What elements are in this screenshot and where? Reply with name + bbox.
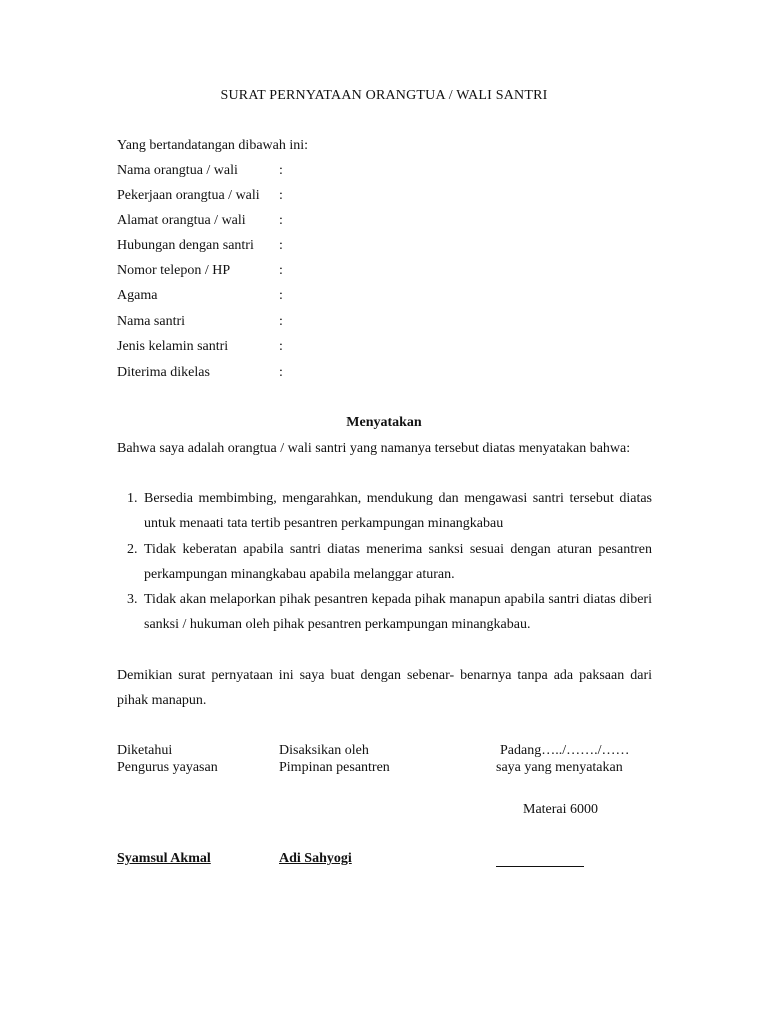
list-text: Bersedia membimbing, mengarahkan, mendukung dan mengawasi santri tersebut diatas untuk menaati tata tertib pesantren perkampungan minangkabau — [144, 491, 652, 531]
list-text: Tidak akan melaporkan pihak pesantren kepada pihak manapun apabila santri diatas diberi sanksi / hukuman oleh pihak pesantren perkampungan minangkabau. — [144, 592, 652, 632]
document-title: SURAT PERNYATAAN ORANGTUA / WALI SANTRI — [220, 88, 548, 103]
signature-role: Disaksikan oleh — [279, 743, 369, 758]
field-nama-santri — [117, 314, 417, 334]
field-label: Agama — [117, 288, 158, 303]
intro-text: Yang bertandatangan dibawah ini: — [117, 138, 309, 153]
field-pekerjaan-orangtua — [117, 188, 417, 208]
field-colon: : — [279, 263, 283, 278]
signature-title: Pimpinan pesantren — [279, 760, 390, 775]
field-jenis-kelamin — [117, 339, 417, 359]
field-label: Hubungan dengan santri — [117, 238, 254, 253]
field-colon: : — [279, 288, 283, 303]
closing-paragraph: Demikian surat pernyataan ini saya buat dengan sebenar- benarnya tanpa ada paksaan dari pihak manapun. — [117, 668, 652, 708]
field-colon: : — [279, 188, 283, 203]
signature-title: Pengurus yayasan — [117, 760, 218, 775]
signer-name-yayasan: Syamsul Akmal — [117, 851, 211, 866]
field-colon: : — [279, 238, 283, 253]
field-alamat-orangtua — [117, 213, 417, 233]
list-number: 3. — [127, 592, 138, 607]
field-colon: : — [279, 163, 283, 178]
field-nomor-telepon — [117, 263, 417, 283]
signature-blank-line — [496, 866, 584, 867]
field-label: Jenis kelamin santri — [117, 339, 229, 354]
field-label: Nama santri — [117, 314, 186, 329]
section-heading: Menyatakan — [346, 415, 422, 430]
signature-role: Diketahui — [117, 743, 173, 758]
signature-block-penyata — [496, 742, 630, 776]
list-number: 1. — [127, 491, 138, 506]
list-number: 2. — [127, 542, 138, 557]
statement-paragraph: Bahwa saya adalah orangtua / wali santri yang namanya tersebut diatas menyatakan bahwa: — [117, 441, 631, 456]
field-label: Alamat orangtua / wali — [117, 213, 246, 228]
signature-block-yayasan — [117, 742, 218, 776]
field-colon: : — [279, 339, 283, 354]
field-label: Nama orangtua / wali — [117, 163, 238, 178]
field-label: Diterima dikelas — [117, 365, 210, 380]
field-colon: : — [279, 365, 283, 380]
field-label: Nomor telepon / HP — [117, 263, 231, 278]
signature-block-pesantren — [279, 742, 390, 776]
field-agama — [117, 288, 417, 308]
field-hubungan — [117, 238, 417, 258]
signer-name-pesantren: Adi Sahyogi — [279, 851, 352, 866]
signature-title: saya yang menyatakan — [496, 760, 623, 775]
field-colon: : — [279, 213, 283, 228]
field-diterima-dikelas — [117, 365, 417, 385]
materai-text: Materai 6000 — [523, 802, 599, 817]
field-nama-orangtua — [117, 163, 417, 183]
list-text: Tidak keberatan apabila santri diatas menerima sanksi sesuai dengan aturan pesantren perkampungan minangkabau apabila melanggar aturan. — [144, 542, 652, 582]
place-date: Padang…../……./…… — [500, 743, 630, 758]
field-colon: : — [279, 314, 283, 329]
field-label: Pekerjaan orangtua / wali — [117, 188, 260, 203]
